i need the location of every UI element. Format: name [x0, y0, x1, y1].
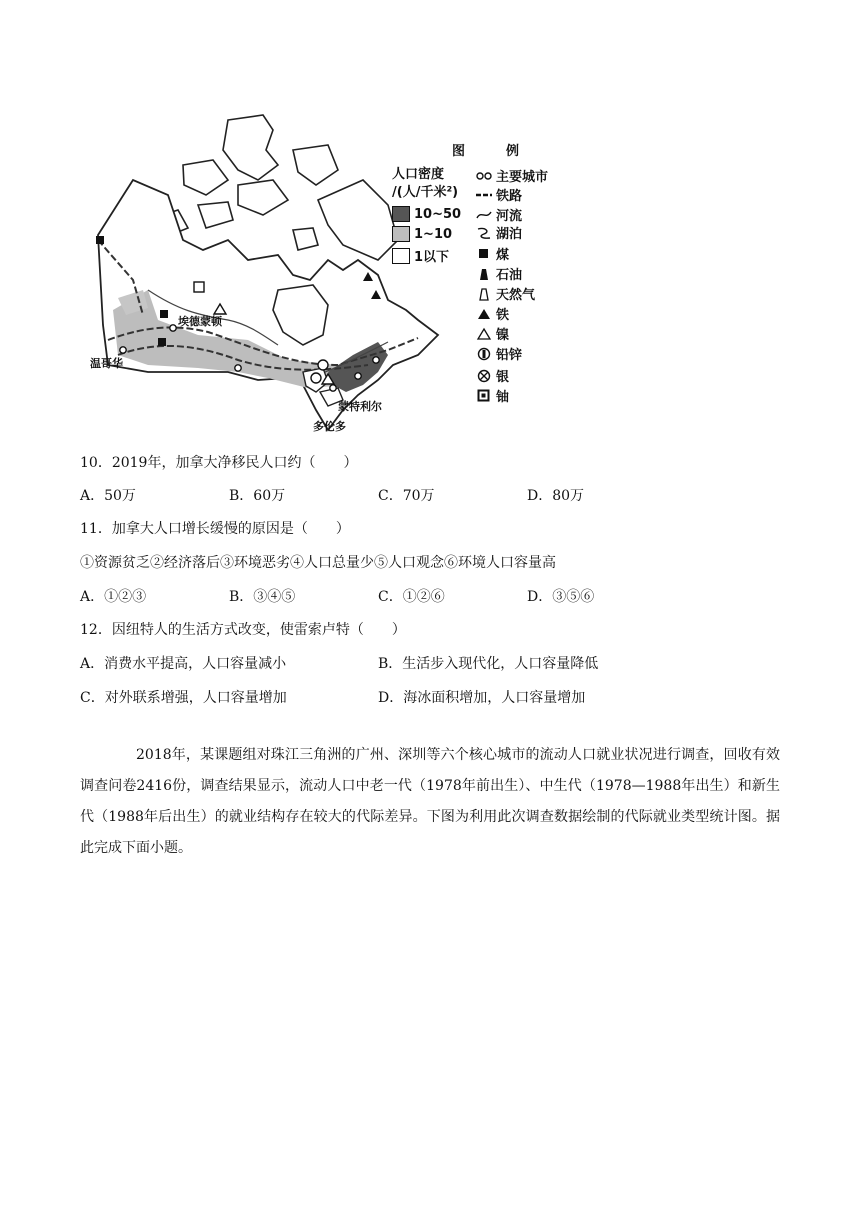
question-10-stem: 10．2019年，加拿大净移民人口约（ ）: [80, 455, 358, 471]
silver-icon: [476, 369, 492, 383]
legend-item-silver: 银: [476, 366, 509, 385]
swatch-white: [392, 248, 410, 264]
city-label-vancouver: 温哥华: [90, 357, 123, 370]
gas-icon: [476, 287, 492, 301]
nickel-icon: [476, 327, 492, 341]
river-icon: [476, 208, 492, 222]
city-marker: [235, 365, 241, 371]
iron-icon: [476, 307, 492, 321]
legend-item-coal: 煤: [476, 244, 509, 263]
coal-symbol: [96, 236, 104, 244]
q10-option-a: A．50万: [80, 488, 136, 504]
legend-item-railway: 铁路: [476, 185, 522, 204]
swatch-gray: [392, 226, 410, 242]
city-label-montreal: 蒙特利尔: [338, 400, 382, 413]
city-label-edmonton: 埃德蒙顿: [178, 315, 222, 328]
city-label-toronto: 多伦多: [313, 420, 346, 433]
q10-option-c: C．70万: [378, 488, 435, 504]
intro-paragraph-text: 2018年，某课题组对珠江三角洲的广州、深圳等六个核心城市的流动人口就业状况进行调查，回收有效调查问卷2416份，调查结果显示，流动人口中老一代（1978年前出生）、中生代（1978—1988年出生）和新生代（1988年后出生）的就业结构存在较大的代际差异。下图为利用此次调查数据绘制的代际就业类型统计图。据此完成下面小题。: [80, 747, 780, 856]
legend-item-river: 河流: [476, 205, 522, 224]
city-marker: [120, 347, 126, 353]
lake-icon: [476, 226, 492, 240]
intro-paragraph: [80, 740, 780, 864]
legend-item-gas: 天然气: [476, 284, 535, 303]
density-title: [392, 166, 458, 202]
silver-symbol: [318, 360, 328, 370]
q11-option-a: A．①②③: [80, 589, 147, 605]
question-12-stem: 12．因纽特人的生活方式改变，使雷索卢特（ ）: [80, 622, 406, 638]
density-title-line1: 人口密度: [392, 167, 445, 182]
legend-item-iron: 铁: [476, 304, 509, 323]
coal-icon: [476, 247, 492, 261]
arctic-island: [238, 180, 288, 215]
density-class-low: 1以下: [392, 246, 449, 265]
oil-icon: [476, 267, 492, 281]
uranium-symbol: [194, 282, 204, 292]
railway-icon: [476, 188, 492, 202]
arctic-island: [223, 115, 278, 180]
q12-option-a: A．消费水平提高，人口容量减小: [80, 656, 287, 672]
uranium-icon: [476, 389, 492, 403]
map-legend: [392, 140, 572, 410]
question-11-sub: ①资源贫乏②经济落后③环境恶劣④人口总量少⑤人口观念⑥环境人口容量高: [80, 555, 556, 571]
city-marker: [355, 373, 361, 379]
legend-item-uranium: 铀: [476, 386, 509, 405]
city-circles-icon: [476, 169, 492, 183]
legend-item-city: 主要城市: [476, 166, 548, 185]
city-marker: [170, 325, 176, 331]
coal-symbol: [160, 310, 168, 318]
q12-option-d: D．海冰面积增加，人口容量增加: [378, 690, 586, 706]
swatch-dark: [392, 206, 410, 222]
city-marker: [330, 385, 336, 391]
q12-option-c: C．对外联系增强，人口容量增加: [80, 690, 287, 706]
q11-option-d: D．③⑤⑥: [527, 589, 595, 605]
legend-item-lead-zinc: 铅锌: [476, 344, 522, 363]
q11-option-b: B．③④⑤: [229, 589, 296, 605]
legend-item-oil: 石油: [476, 264, 522, 283]
coal-symbol: [158, 338, 166, 346]
legend-title: 图 例: [452, 144, 534, 159]
q12-option-b: B．生活步入现代化，人口容量降低: [378, 656, 599, 672]
arctic-island: [293, 145, 338, 185]
southampton-island: [293, 228, 318, 250]
baffin-island: [318, 180, 398, 260]
legend-item-lake: 湖泊: [476, 223, 522, 242]
lead-zinc-icon: [476, 347, 492, 361]
city-marker: [373, 357, 379, 363]
q10-option-d: D．80万: [527, 488, 585, 504]
density-title-line2: /(人/千米²): [392, 185, 459, 200]
q11-option-c: C．①②⑥: [378, 589, 445, 605]
lead-zinc-symbol: [311, 373, 321, 383]
arctic-island: [183, 160, 228, 195]
density-class-mid: 1~10: [392, 226, 452, 242]
density-class-high: 10~50: [392, 206, 461, 222]
arctic-island: [198, 202, 233, 228]
question-11-stem: 11．加拿大人口增长缓慢的原因是（ ）: [80, 521, 350, 537]
q10-option-b: B．60万: [229, 488, 286, 504]
legend-item-nickel: 镍: [476, 324, 509, 343]
